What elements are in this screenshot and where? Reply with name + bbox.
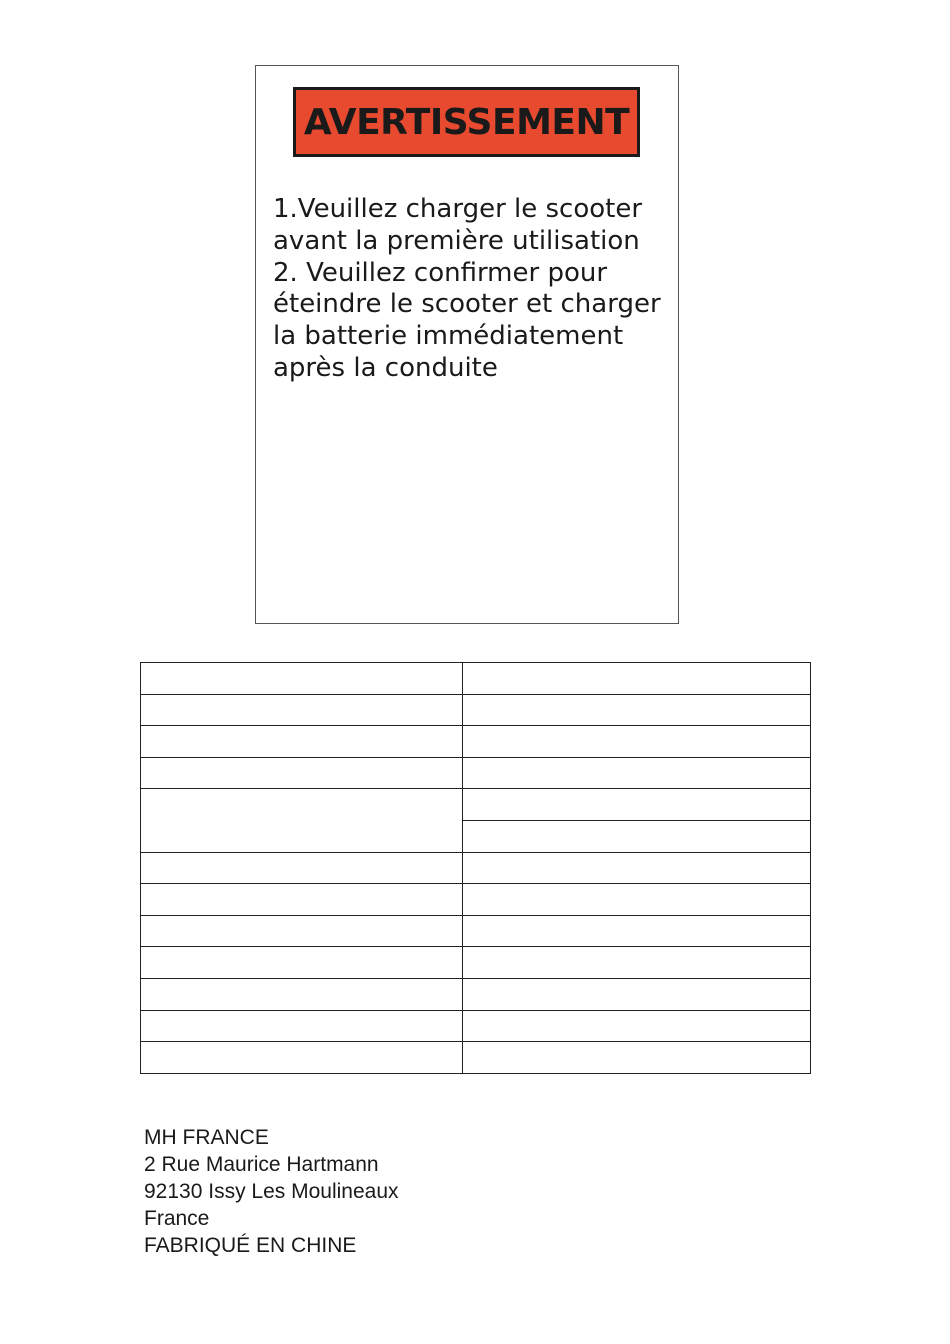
table-row: [141, 884, 811, 916]
table-row: [141, 1042, 811, 1074]
table-cell: [463, 1010, 811, 1042]
table-row: [141, 726, 811, 758]
warning-line: la batterie immédiatement: [273, 321, 624, 352]
table-cell: [463, 757, 811, 789]
table-cell: [141, 978, 463, 1010]
origin-line: FABRIQUÉ EN CHINE: [144, 1234, 357, 1257]
table-cell: [463, 947, 811, 979]
table-cell: [141, 757, 463, 789]
table-cell: [141, 694, 463, 726]
table-cell: [141, 884, 463, 916]
table-row: [141, 663, 811, 695]
table-cell: [463, 1042, 811, 1074]
table-cell: [463, 694, 811, 726]
warning-card: [255, 65, 679, 624]
table-row: [141, 1010, 811, 1042]
table-cell: [141, 789, 463, 852]
company-name: MH FRANCE: [144, 1126, 269, 1149]
warning-line: après la conduite: [273, 352, 498, 383]
warning-line: éteindre le scooter et charger: [273, 289, 661, 320]
street-line: 2 Rue Maurice Hartmann: [144, 1153, 379, 1176]
warning-line: 1.Veuillez charger le scooter: [273, 194, 643, 224]
table-cell: [141, 663, 463, 695]
country-line: France: [144, 1207, 210, 1230]
table-cell: [141, 1042, 463, 1074]
table-cell: [463, 789, 811, 821]
table-row: [141, 978, 811, 1010]
table-row: [141, 789, 811, 821]
table-row: [141, 757, 811, 789]
manufacturer-address: [144, 1124, 399, 1259]
table-row: [141, 947, 811, 979]
warning-title: AVERTISSEMENT: [303, 101, 630, 143]
spec-table: [140, 662, 811, 1074]
table-cell: [463, 726, 811, 758]
table-cell: [463, 915, 811, 947]
warning-line: avant la première utilisation: [273, 225, 640, 256]
table-cell: [141, 915, 463, 947]
table-cell: [463, 978, 811, 1010]
table-cell: [463, 884, 811, 916]
table-cell: [463, 852, 811, 884]
city-line: 92130 Issy Les Moulineaux: [144, 1180, 399, 1203]
table-row: [141, 694, 811, 726]
warning-line: 2. Veuillez confirmer pour: [273, 257, 608, 288]
table-row: [141, 852, 811, 884]
table-cell: [463, 820, 811, 852]
table-cell: [463, 663, 811, 695]
table-cell: [141, 726, 463, 758]
table-cell: [141, 1010, 463, 1042]
table-cell: [141, 947, 463, 979]
table-cell: [141, 852, 463, 884]
warning-banner: [293, 87, 640, 157]
warning-text: [273, 194, 678, 385]
table-row: [141, 915, 811, 947]
